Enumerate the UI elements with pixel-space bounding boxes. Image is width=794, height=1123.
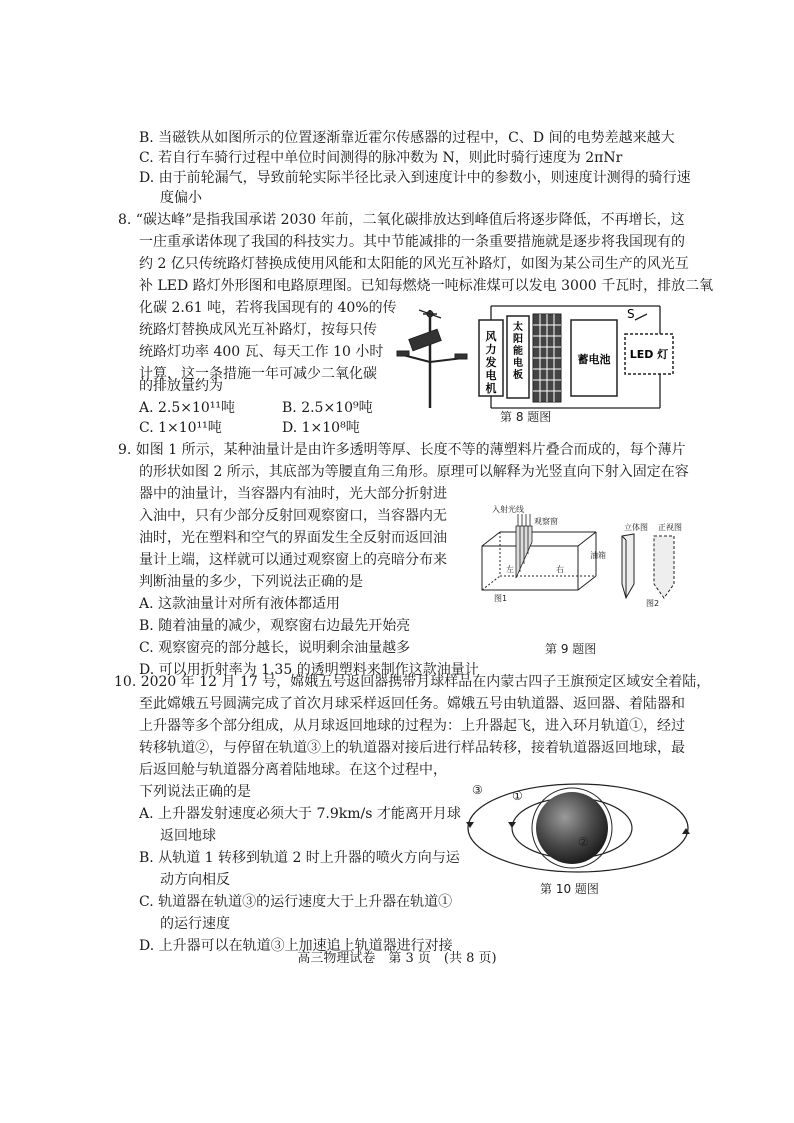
plate-front-view — [654, 536, 674, 598]
orbit-1-label: ① — [512, 789, 523, 803]
oil-tank-drawing — [482, 532, 596, 590]
q8-figure — [395, 300, 675, 412]
q10-line-5: 后返回舱与轨道器分离着陆地球。在这个过程中， — [139, 762, 447, 778]
q9-line-7: 判断油量的多少，下列说法正确的是 — [139, 574, 363, 590]
street-lamp-illustration — [397, 310, 467, 408]
q9-option-c: C. 观察窗亮的部分越长，说明剩余油量越多 — [139, 640, 411, 656]
incident-light-arrows — [518, 514, 530, 526]
q10-option-b: B. 从轨道 1 转移到轨道 2 时上升器的喷火方向与运 — [139, 850, 460, 866]
q8-option-a: A. 2.5×10¹¹吨 — [139, 400, 236, 416]
battery-label: 蓄电池 — [577, 353, 611, 366]
q9-option-a: A. 这款油量计对所有液体都适用 — [139, 596, 341, 612]
q9-line-1: 9. 如图 1 所示，某种油量计是由许多透明等厚、长度不等的薄塑料片叠合而成的，每个薄片 — [118, 442, 686, 458]
q9-line-4: 入油中，只有少部分反射回观察窗口，当容器内无 — [139, 508, 447, 524]
q10-line-6: 下列说法正确的是 — [139, 784, 251, 800]
q8-option-c: C. 1×10¹¹吨 — [139, 420, 222, 436]
orbit-3-arrow-left — [466, 822, 474, 828]
q9-line-5: 油时，光在塑料和空气的界面发生全反射而返回油 — [139, 530, 447, 546]
orbit-3-arrow-right — [682, 828, 690, 834]
orbit-2-label: ② — [578, 835, 589, 849]
q7-option-d-cont: 度偏小 — [160, 190, 202, 206]
q9-option-d: D. 可以用折射率为 1.35 的透明塑料来制作这款油量计 — [139, 662, 479, 678]
q10-line-2: 至此嫦娥五号圆满完成了首次月球采样返回任务。嫦娥五号由轨道器、返回器、着陆器和 — [139, 696, 685, 712]
q8-line-4: 补 LED 路灯外形图和电路原理图。已知每燃烧一吨标准煤可以发电 3000 千瓦时，排放二氧 — [139, 278, 714, 294]
plate-solid-view — [622, 534, 634, 598]
q10-option-a: A. 上升器发射速度必须大于 7.9km/s 才能离开月球 — [139, 806, 461, 822]
page-footer: 高三物理试卷 第 3 页 (共 8 页) — [297, 951, 497, 966]
right-label: 右 — [556, 565, 564, 574]
q9-line-6: 量计上端，这样就可以通过观察窗上的亮暗分布来 — [139, 552, 447, 568]
orbit-2-arrow — [508, 822, 516, 828]
q8-option-b: B. 2.5×10⁹吨 — [282, 400, 373, 416]
q8-line-3: 约 2 亿只传统路灯替换成使用风能和太阳能的风光互补路灯，如图为某公司生产的风光互 — [139, 256, 689, 272]
switch-label: S — [627, 307, 635, 321]
oil-tank-label: 油箱 — [590, 551, 606, 560]
q7-option-d: D. 由于前轮漏气，导致前轮实际半径比录入到速度计中的参数小，则速度计测得的骑行速 — [139, 170, 691, 186]
q9-line-2: 的形状如图 2 所示，其底部为等腰直角三角形。原理可以解释为光竖直向下射入固定在容 — [139, 464, 689, 480]
q10-figure — [460, 772, 690, 882]
q8-caption: 第 8 题图 — [500, 410, 552, 424]
q10-option-c-cont: 的运行速度 — [160, 916, 230, 932]
q10-line-4: 转移轨道②，与停留在轨道③上的轨道器对接后进行样品转移，接着轨道器返回地球，最 — [139, 740, 685, 756]
q10-option-d: D. 上升器可以在轨道③上加速追上轨道器进行对接 — [139, 938, 453, 954]
q10-line-3: 上升器等多个部分组成，从月球返回地球的过程为：上升器起飞，进入环月轨道①，经过 — [139, 718, 685, 734]
q8-line-6: 统路灯替换成风光互补路灯，按每只传 — [139, 322, 377, 338]
q10-option-b-cont: 动方向相反 — [160, 872, 230, 888]
q9-option-b: B. 随着油量的减少，观察窗右边最先开始亮 — [139, 618, 411, 634]
q7-option-c: C. 若自行车骑行过程中单位时间测得的脉冲数为 N，则此时骑行速度为 2πNr — [139, 150, 623, 166]
wind-generator-label: 风力发电机 — [485, 330, 497, 395]
q10-option-c: C. 轨道器在轨道③的运行速度大于上升器在轨道① — [139, 894, 453, 910]
front-view-label: 正视图 — [658, 523, 682, 532]
solid-view-label: 立体图 — [624, 523, 648, 532]
q7-option-b: B. 当磁铁从如图所示的位置逐渐靠近霍尔传感器的过程中，C、D 间的电势差越来越大 — [139, 130, 675, 146]
solar-cell-grid — [533, 314, 561, 402]
q9-caption: 第 9 题图 — [545, 642, 597, 656]
incident-light-label: 入射光线 — [492, 505, 524, 514]
q9-line-3: 器中的油量计，当容器内有油时，光大部分折射进 — [139, 486, 447, 502]
q8-option-d: D. 1×10⁸吨 — [282, 420, 360, 436]
q10-caption: 第 10 题图 — [540, 882, 599, 896]
oil-gauge-plates — [516, 526, 532, 578]
q10-option-a-cont: 返回地球 — [160, 828, 216, 844]
moon — [536, 792, 608, 864]
fig2-label: 图2 — [646, 599, 660, 608]
solar-panel-label: 太阳能电板 — [513, 322, 523, 381]
q10-line-1: 10. 2020 年 12 月 17 号，嫦娥五号返回器携带月球样品在内蒙古四子王旗预定区域安全着陆， — [114, 674, 711, 690]
q8-line-2: 一庄重承诺体现了我国的科技实力。其中节能减排的一条重要措施就是逐步将我国现有的 — [139, 234, 685, 250]
q8-line-1: 8. “碳达峰”是指我国承诺 2030 年前，二氧化碳排放达到峰值后将逐步降低，不再增长，这 — [118, 212, 685, 228]
q8-line-7: 统路灯功率 400 瓦、每天工作 10 小时 — [139, 344, 384, 360]
fig1-label: 图1 — [494, 594, 508, 603]
left-label: 左 — [506, 565, 514, 574]
observation-window-label: 观察窗 — [534, 517, 558, 526]
q9-figure — [470, 500, 690, 612]
q8-line-5: 化碳 2.61 吨，若将我国现有的 40%的传 — [139, 300, 397, 316]
q8-line-9: 的排放量约为 — [139, 378, 223, 394]
led-lamp-label: LED 灯 — [629, 348, 669, 361]
q8-line-8: 计算，这一条措施一年可减少二氧化碳 — [139, 366, 377, 382]
orbit-3-label: ③ — [472, 783, 483, 797]
